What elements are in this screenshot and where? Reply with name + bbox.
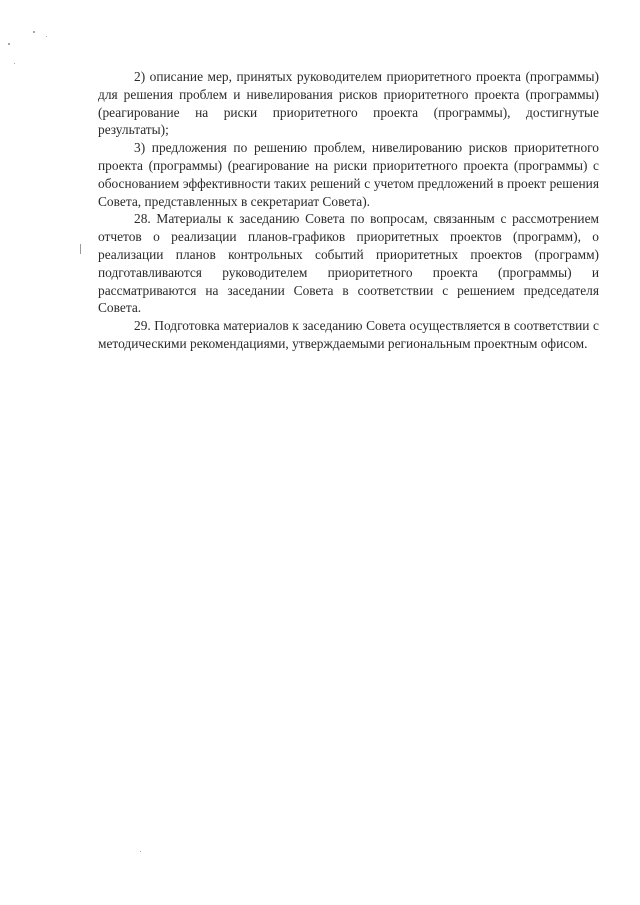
paragraph-item-3: 3) предложения по решению проблем, нивелированию рисков приоритетного проекта (программы) (реагирование на риски приоритетного проекта (программы) с обоснованием эффективности таких решений с учетом предложений в проект решения Совета, представленных в секретариат Совета). xyxy=(98,140,599,209)
scan-speck xyxy=(140,851,141,852)
scan-speck xyxy=(33,31,35,33)
paragraph-item-2: 2) описание мер, принятых руководителем приоритетного проекта (программы) для решения проблем и нивелирования рисков приоритетного проекта (программы) (реагирование на риски приоритетного проекта (программы), достигнутые результаты); xyxy=(98,69,599,138)
scan-speck xyxy=(46,36,47,37)
paragraph-29: 29. Подготовка материалов к заседанию Совета осуществляется в соответствии с методическими рекомендациями, утверждаемыми региональным проектным офисом. xyxy=(98,318,599,351)
scan-speck xyxy=(14,63,15,64)
paragraph-28: 28. Материалы к заседанию Совета по вопросам, связанным с рассмотрением отчетов о реализации планов-графиков приоритетных проектов (программ), о реализации планов контрольных событий приоритетных проектов (программ) подготавливаются руководителем приоритетного проекта (программы) и рассматриваются на заседании Совета в соответствии с решением председателя Совета. xyxy=(98,211,599,316)
document-body xyxy=(98,68,599,353)
scan-speck xyxy=(8,43,10,45)
scan-margin-mark xyxy=(80,244,81,254)
